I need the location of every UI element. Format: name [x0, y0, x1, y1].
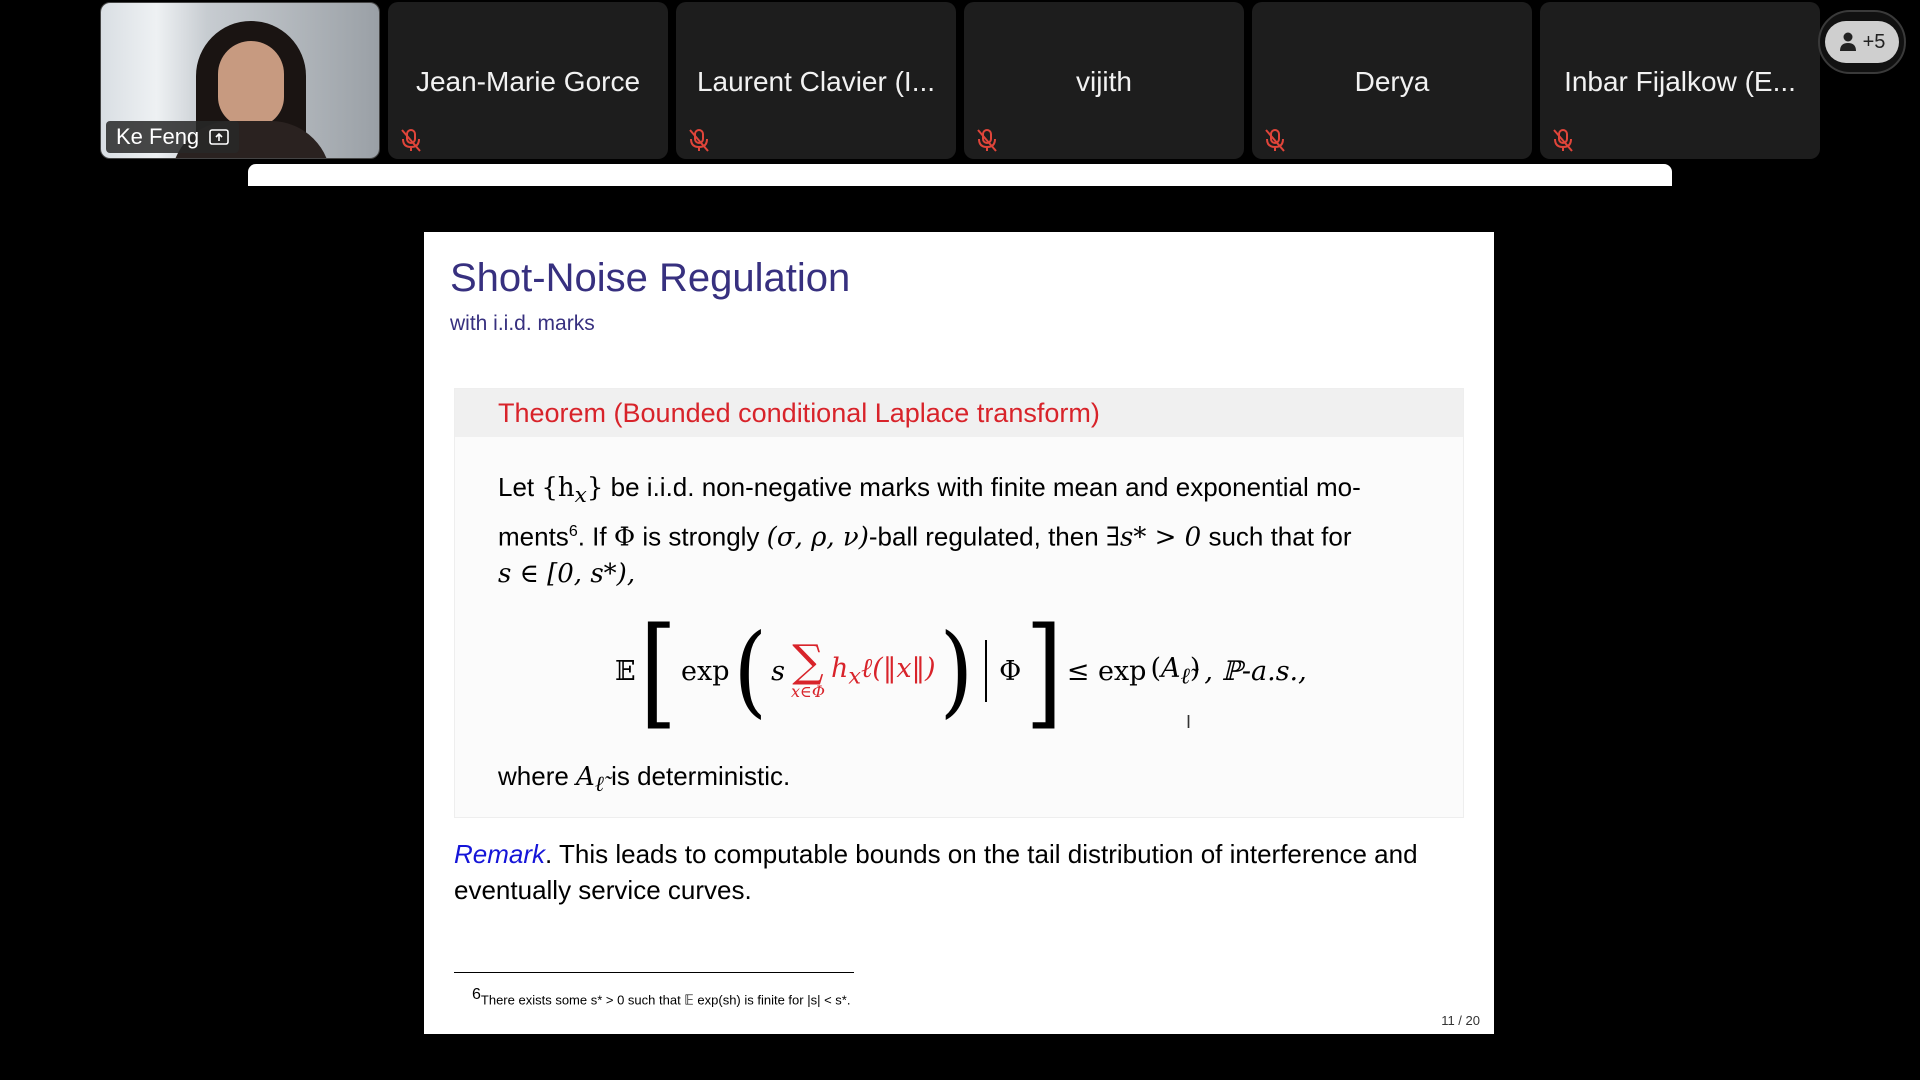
right-bracket: ] — [1025, 601, 1063, 741]
sum-subscript: x∈Φ — [790, 681, 825, 701]
rhs-tail: , ℙ-a.s., — [1204, 655, 1307, 687]
remark-label: Remark — [454, 839, 546, 869]
person-face — [218, 41, 284, 127]
page-number: 11 / 20 — [1441, 1013, 1480, 1028]
summand-sub: x — [848, 663, 862, 690]
participant-tile-video[interactable] — [100, 2, 380, 159]
text: . If — [577, 521, 614, 552]
participant-tile[interactable] — [676, 2, 956, 159]
conditional-bar — [985, 640, 987, 702]
text: -ball regulated, then — [868, 521, 1106, 552]
slide-subtitle: with i.i.d. marks — [450, 312, 595, 335]
theorem-line-2 — [498, 514, 1418, 556]
math-phi: Φ — [613, 522, 636, 553]
left-bracket: [ — [639, 601, 678, 741]
more-participants-count: +5 — [1862, 30, 1886, 53]
shared-slide — [424, 232, 1494, 1034]
math-set: {h — [541, 473, 575, 503]
theorem-line-3: s ∈ [0, s*), — [498, 558, 636, 589]
left-paren: ( — [733, 613, 768, 729]
mic-muted-icon — [974, 127, 1000, 153]
rhs-exp: ≤ exp — [1066, 655, 1147, 687]
math-sub: x — [574, 483, 587, 509]
more-participants-button[interactable] — [1818, 10, 1906, 74]
text: ments — [498, 521, 569, 552]
expectation-symbol: 𝔼 — [615, 655, 636, 687]
theorem-body — [498, 469, 1418, 592]
footnote-text: There exists some s* > 0 such that 𝔼 exp(sh) is finite for |s| < s*. — [480, 992, 851, 1008]
rhs-A-sub: ℓ̃ — [1180, 663, 1190, 690]
footnote-mark: 6 — [472, 986, 481, 1003]
exp-op: exp — [681, 655, 730, 687]
text: is strongly — [635, 521, 767, 552]
where-line — [498, 761, 790, 797]
remark-text: . This leads to computable bounds on the tail distribution of interference and eventually service curves. — [454, 839, 1418, 905]
participant-name: Derya — [1354, 66, 1430, 97]
math-exists: ∃s* > 0 — [1105, 522, 1202, 553]
rhs-A: A — [1161, 652, 1181, 684]
person-icon — [1839, 32, 1857, 52]
sum-block — [790, 635, 825, 701]
mic-muted-icon — [1262, 127, 1288, 153]
participant-name: Laurent Clavier (I... — [696, 66, 936, 97]
text-cursor-icon: I — [1186, 712, 1192, 732]
math-params: (σ, ρ, ν) — [766, 522, 869, 553]
theorem-block — [454, 388, 1464, 818]
shared-content-bar — [248, 164, 1672, 186]
mic-muted-icon — [398, 127, 424, 153]
math-set-close: } — [586, 473, 604, 503]
participant-name: Inbar Fijalkow (E... — [1564, 66, 1796, 97]
summand-rest: ℓ(‖x‖) — [861, 652, 936, 684]
condition-phi: Φ — [999, 655, 1022, 687]
theorem-title: Theorem (Bounded conditional Laplace transform) — [455, 389, 1463, 437]
participant-tile[interactable] — [1540, 2, 1820, 159]
text: be i.i.d. non-negative marks with finite mean and exponential mo- — [603, 472, 1361, 502]
rhs-paren: $(A_{\ell̃})$ — [1150, 652, 1201, 690]
more-participants-pill — [1825, 21, 1899, 63]
participant-tile[interactable] — [388, 2, 668, 159]
screen-share-icon — [209, 129, 229, 145]
text: where — [498, 761, 577, 791]
formula — [615, 601, 1335, 741]
footnote — [472, 986, 850, 1008]
footnote-ref: 6 — [568, 523, 578, 541]
footnote-rule — [454, 972, 854, 973]
participant-name: Jean-Marie Gorce — [415, 66, 641, 97]
math-A-sub: ℓ̃ — [594, 772, 604, 798]
participant-name: vijith — [1075, 66, 1132, 97]
slide-title: Shot-Noise Regulation — [450, 256, 851, 300]
participant-name: Ke Feng — [116, 124, 200, 149]
s-var: s — [771, 655, 785, 687]
sum-symbol: ∑ — [792, 635, 824, 687]
right-paren: ) — [939, 613, 974, 729]
name-chip — [106, 121, 239, 153]
mic-muted-icon — [1550, 127, 1576, 153]
math-A: A — [576, 762, 595, 792]
summand — [831, 653, 936, 689]
participant-tile[interactable] — [964, 2, 1244, 159]
remark — [454, 836, 1454, 908]
theorem-line-1 — [498, 469, 1418, 514]
text: is deterministic. — [603, 761, 791, 791]
participant-tile[interactable] — [1252, 2, 1532, 159]
summand-h: h — [830, 652, 849, 684]
text: Let — [498, 472, 542, 502]
mic-muted-icon — [686, 127, 712, 153]
text: such that for — [1201, 521, 1352, 552]
